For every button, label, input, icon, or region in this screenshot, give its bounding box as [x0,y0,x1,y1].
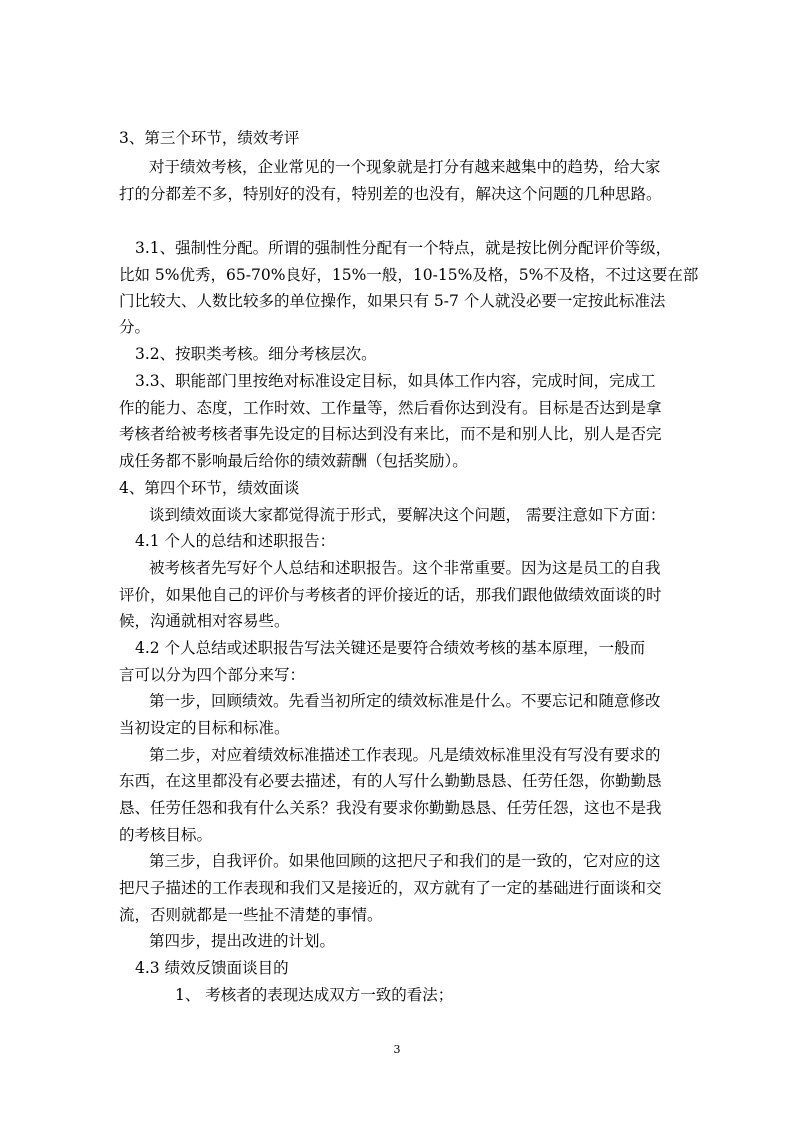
section-heading-4: 4、第四个环节，绩效面谈 [119,479,300,497]
paragraph-line: 作的能力、态度，工作时效、工作量等，然后看你达到没有。目标是否达到是拿 [119,399,662,417]
paragraph-line: 被考核者先写好个人总结和述职报告。这个非常重要。因为这是员工的自我 [149,559,661,577]
paragraph-line: 成任务都不影响最后给你的绩效薪酬（包括奖励）。 [119,452,468,470]
subsection-line: 3.3、职能部门里按绝对标准设定目标，如具体工作内容，完成时间，完成工 [135,372,656,390]
paragraph-line: 言可以分为四个部分来写： [119,666,306,684]
subsection-line: 3.2、按职类考核。细分考核层次。 [135,345,377,363]
paragraph-line: 当初设定的目标和标准。 [119,719,290,737]
paragraph-line: 对于绩效考核，企业常见的一个现象就是打分有越来越集中的趋势，给大家 [149,158,661,176]
paragraph-line: 门比较大、人数比较多的单位操作，如果只有 5-7 个人就没必要一定按此标准法 [119,292,666,310]
paragraph-line: 候，沟通就相对容易些。 [119,612,290,630]
section-heading-3: 3、第三个环节，绩效考评 [119,129,300,147]
paragraph-line: 谈到绩效面谈大家都觉得流于形式，要解决这个问题， 需要注意如下方面： [149,506,666,524]
paragraph-line: 东西，在这里都没有必要去描述，有的人写什么勤勤恳恳、任劳任怨，你勤勤恳 [119,772,662,790]
paragraph-line: 的考核目标。 [119,826,213,844]
paragraph-line: 第一步，回顾绩效。先看当初所定的绩效标准是什么。不要忘记和随意修改 [149,692,661,710]
subsection-line: 3.1、强制性分配。所谓的强制性分配有一个特点，就是按比例分配评价等级， [135,239,672,257]
paragraph-line: 流，否则就都是一些扯不清楚的事情。 [119,906,383,924]
paragraph-line: 第三步，自我评价。如果他回顾的这把尺子和我们的是一致的，它对应的这 [149,852,661,870]
subsection-line: 4.3 绩效反馈面谈目的 [135,959,289,977]
paragraph-line: 考核者给被考核者事先设定的目标达到没有来比，而不是和别人比，别人是否完 [119,425,662,443]
subsection-line: 4.1 个人的总结和述职报告： [135,532,336,550]
paragraph-line: 第二步，对应着绩效标准描述工作表现。凡是绩效标准里没有写没有要求的 [149,746,661,764]
subsection-line: 4.2 个人总结或述职报告写法关键还是要符合绩效考核的基本原理，一般而 [135,639,646,657]
paragraph-line: 把尺子描述的工作表现和我们又是接近的，双方就有了一定的基础进行面谈和交 [119,879,662,897]
paragraph-line: 评价，如果他自己的评价与考核者的评价接近的话，那我们跟他做绩效面谈的时 [119,586,662,604]
page-number: 3 [393,1043,401,1056]
paragraph-line: 打的分都差不多，特别好的没有，特别差的也没有，解决这个问题的几种思路。 [119,185,662,203]
paragraph-line: 分。 [119,318,151,336]
paragraph-line: 恳、任劳任怨和我有什么关系？我没有要求你勤勤恳恳、任劳任怨，这也不是我 [119,799,662,817]
list-item: 1、 考核者的表现达成双方一致的看法； [175,986,454,1004]
paragraph-line: 比如 5%优秀，65-70%良好，15%一般，10-15%及格，5%不及格，不过这要在部 [119,266,699,284]
paragraph-line: 第四步，提出改进的计划。 [149,932,336,950]
